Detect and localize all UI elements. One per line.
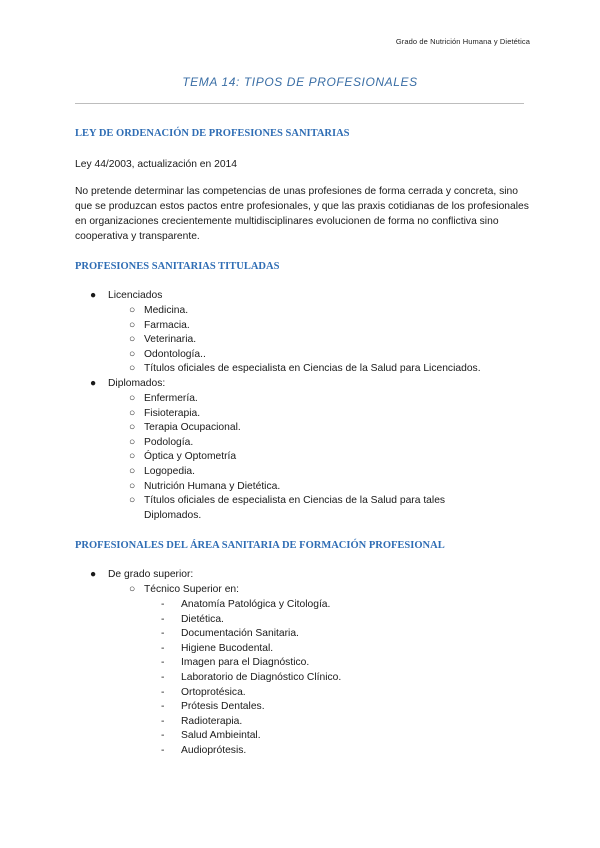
list-dash: - bbox=[161, 686, 165, 698]
list-item: Audioprótesis. bbox=[181, 745, 247, 756]
list-bullet: ● bbox=[90, 290, 97, 301]
list-item: Odontología.. bbox=[144, 348, 206, 360]
list-circle: ○ bbox=[129, 422, 136, 434]
list-item: Salud Ambieintal. bbox=[181, 730, 261, 742]
list-bullet: ● bbox=[90, 569, 97, 580]
page-title: TEMA 14: TIPOS DE PROFESIONALES bbox=[182, 75, 418, 89]
list-dash: - bbox=[161, 730, 165, 742]
list-circle: ○ bbox=[129, 495, 136, 507]
list-item: Títulos oficiales de especialista en Ciencias de la Salud para tales Diplomados. bbox=[144, 495, 446, 521]
list-bullet: ● bbox=[90, 378, 97, 389]
list-item: Veterinaria. bbox=[144, 334, 197, 346]
tecnico-superior-label: Técnico Superior en: bbox=[144, 584, 240, 595]
list-item: Radioterapia. bbox=[181, 715, 243, 727]
list-dash: - bbox=[161, 715, 165, 727]
title-divider bbox=[75, 103, 524, 104]
list-item: Enfermería. bbox=[144, 393, 198, 404]
list-item: Títulos oficiales de especialista en Ciencias de la Salud para Licenciados. bbox=[144, 363, 481, 375]
section-heading-fp: PROFESIONALES DEL ÁREA SANITARIA DE FORMACIÓN PROFESIONAL bbox=[75, 540, 445, 551]
diplomados-label: Diplomados: bbox=[108, 378, 166, 389]
list-dash: - bbox=[161, 745, 165, 756]
list-item: Ortoprotésica. bbox=[181, 686, 246, 698]
list-dash: - bbox=[161, 701, 165, 713]
list-circle: ○ bbox=[129, 466, 136, 477]
list-circle: ○ bbox=[129, 363, 136, 375]
list-dash: - bbox=[161, 657, 165, 669]
list-item: Medicina. bbox=[144, 305, 189, 316]
list-circle: ○ bbox=[129, 393, 136, 404]
list-item: Nutrición Humana y Dietética. bbox=[144, 480, 281, 492]
list-circle: ○ bbox=[129, 348, 136, 360]
grado-superior-label: De grado superior: bbox=[108, 569, 194, 580]
law-reference: Ley 44/2003, actualización en 2014 bbox=[75, 159, 238, 170]
list-item: Imagen para el Diagnóstico. bbox=[181, 657, 310, 669]
document-header: Grado de Nutrición Humana y Dietética bbox=[395, 37, 530, 46]
licenciados-label: Licenciados bbox=[108, 290, 163, 301]
list-dash: - bbox=[161, 672, 165, 683]
list-circle: ○ bbox=[129, 451, 136, 463]
list-item: Terapia Ocupacional. bbox=[144, 422, 241, 434]
list-item: Anatomía Patológica y Citología. bbox=[181, 599, 331, 610]
list-circle: ○ bbox=[129, 305, 136, 316]
list-dash: - bbox=[161, 628, 165, 640]
list-item: Óptica y Optometría bbox=[144, 451, 237, 463]
list-item: Higiene Bucodental. bbox=[181, 642, 274, 654]
section-heading-ley: LEY DE ORDENACIÓN DE PROFESIONES SANITARIAS bbox=[75, 128, 350, 139]
list-circle: ○ bbox=[129, 436, 136, 448]
list-circle: ○ bbox=[129, 334, 136, 346]
list-item: Fisioterapia. bbox=[144, 407, 201, 419]
list-item: Logopedia. bbox=[144, 466, 195, 477]
list-item: Podología. bbox=[144, 436, 194, 448]
list-circle: ○ bbox=[129, 407, 136, 419]
list-item: Prótesis Dentales. bbox=[181, 701, 265, 713]
list-circle: ○ bbox=[129, 319, 136, 331]
section-heading-tituladas: PROFESIONES SANITARIAS TITULADAS bbox=[75, 261, 280, 272]
list-item: Farmacia. bbox=[144, 319, 190, 331]
list-dash: - bbox=[161, 613, 165, 625]
list-circle: ○ bbox=[129, 584, 136, 595]
list-item: Laboratorio de Diagnóstico Clínico. bbox=[181, 672, 342, 683]
list-item: Documentación Sanitaria. bbox=[181, 628, 299, 640]
list-dash: - bbox=[161, 599, 165, 610]
list-circle: ○ bbox=[129, 480, 136, 492]
list-dash: - bbox=[161, 642, 165, 654]
list-item: Dietética. bbox=[181, 613, 224, 625]
intro-paragraph: No pretende determinar las competencias de unas profesiones de forma cerrada y concreta, sino que se produzcan estos pactos entre profesionales, y que las praxis cotidianas de los profesionales en organizaciones crecientemente multidisciplinares evolucionen de forma no conflictiva sino cooperativa y transparente. bbox=[75, 186, 529, 242]
